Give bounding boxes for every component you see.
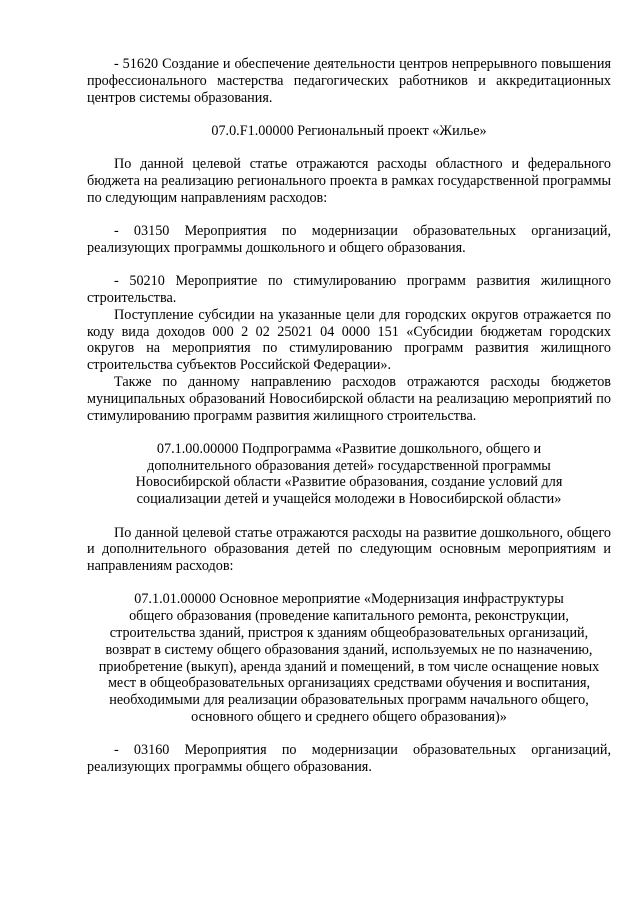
heading-subprogram-line: 07.1.00.00000 Подпрограмма «Развитие дошкольного, общего и <box>156 440 542 457</box>
heading-regional-project-housing: 07.0.F1.00000 Региональный проект «Жилье» <box>211 122 487 139</box>
heading-main-activity-line: 07.1.01.00000 Основное мероприятие «Модернизация инфраструктуры <box>134 591 564 608</box>
paragraph-target-article-intro: По данной целевой статье отражаются расходы областного и федерального бюджета на реализацию регионального проекта в рамках государственной программы по следующим направлениям расходов: <box>87 156 611 206</box>
document-body <box>87 56 611 776</box>
heading-main-activity-07-1-01 <box>87 591 611 725</box>
heading-subprogram-line: дополнительного образования детей» государственной программы <box>147 457 551 474</box>
paragraph-51620: - 51620 Создание и обеспечение деятельности центров непрерывного повышения профессионального мастерства педагогических работников и аккредитационных центров системы образования. <box>87 56 611 106</box>
paragraph-municipal-expenses: Также по данному направлению расходов отражаются расходы бюджетов муниципальных образований Новосибирской области на реализацию мероприятий по стимулированию программ развития жилищного строительства. <box>87 373 611 424</box>
heading-main-activity-line: общего образования (проведение капитального ремонта, реконструкции, <box>129 608 569 625</box>
heading-main-activity-line: строительства зданий, пристроя к зданиям общеобразовательных организаций, <box>109 625 589 642</box>
paragraph-03160: - 03160 Мероприятия по модернизации образовательных организаций, реализующих программы общего образования. <box>87 742 611 776</box>
heading-main-activity-line: возврат в систему общего образования зданий, используемых не по назначению, <box>105 641 593 658</box>
heading-subprogram-line: социализации детей и учащейся молодежи в Новосибирской области» <box>136 491 562 508</box>
paragraph-03150: - 03150 Мероприятия по модернизации образовательных организаций, реализующих программы дошкольного и общего образования. <box>87 223 611 256</box>
heading-main-activity-line: основного общего и среднего общего образования)» <box>191 709 507 725</box>
paragraph-subsidy-income-code: Поступление субсидии на указанные цели для городских округов отражается по коду вида доходов 000 2 02 25021 04 0000 151 «Субсидии бюджетам городских округов на мероприятия по стимулированию программ развития жилищного строительства субъектов Российской Федерации». <box>87 306 611 374</box>
heading-main-activity-line: приобретение (выкуп), аренда зданий и помещений, в том числе оснащение новых <box>98 658 600 675</box>
heading-subprogram-07-1 <box>87 441 611 508</box>
heading-main-activity-line: необходимыми для реализации образовательных программ начального общего, <box>109 692 589 709</box>
paragraph-50210: - 50210 Мероприятие по стимулированию программ развития жилищного строительства. <box>87 273 611 306</box>
heading-subprogram-line: Новосибирской области «Развитие образования, создание условий для <box>135 474 563 491</box>
paragraph-subprogram-intro: По данной целевой статье отражаются расходы на развитие дошкольного, общего и дополнительного образования детей по следующим основным мероприятиям и направлениям расходов: <box>87 524 611 575</box>
heading-main-activity-line: мест в общеобразовательных организациях средствами обучения и воспитания, <box>107 675 591 692</box>
